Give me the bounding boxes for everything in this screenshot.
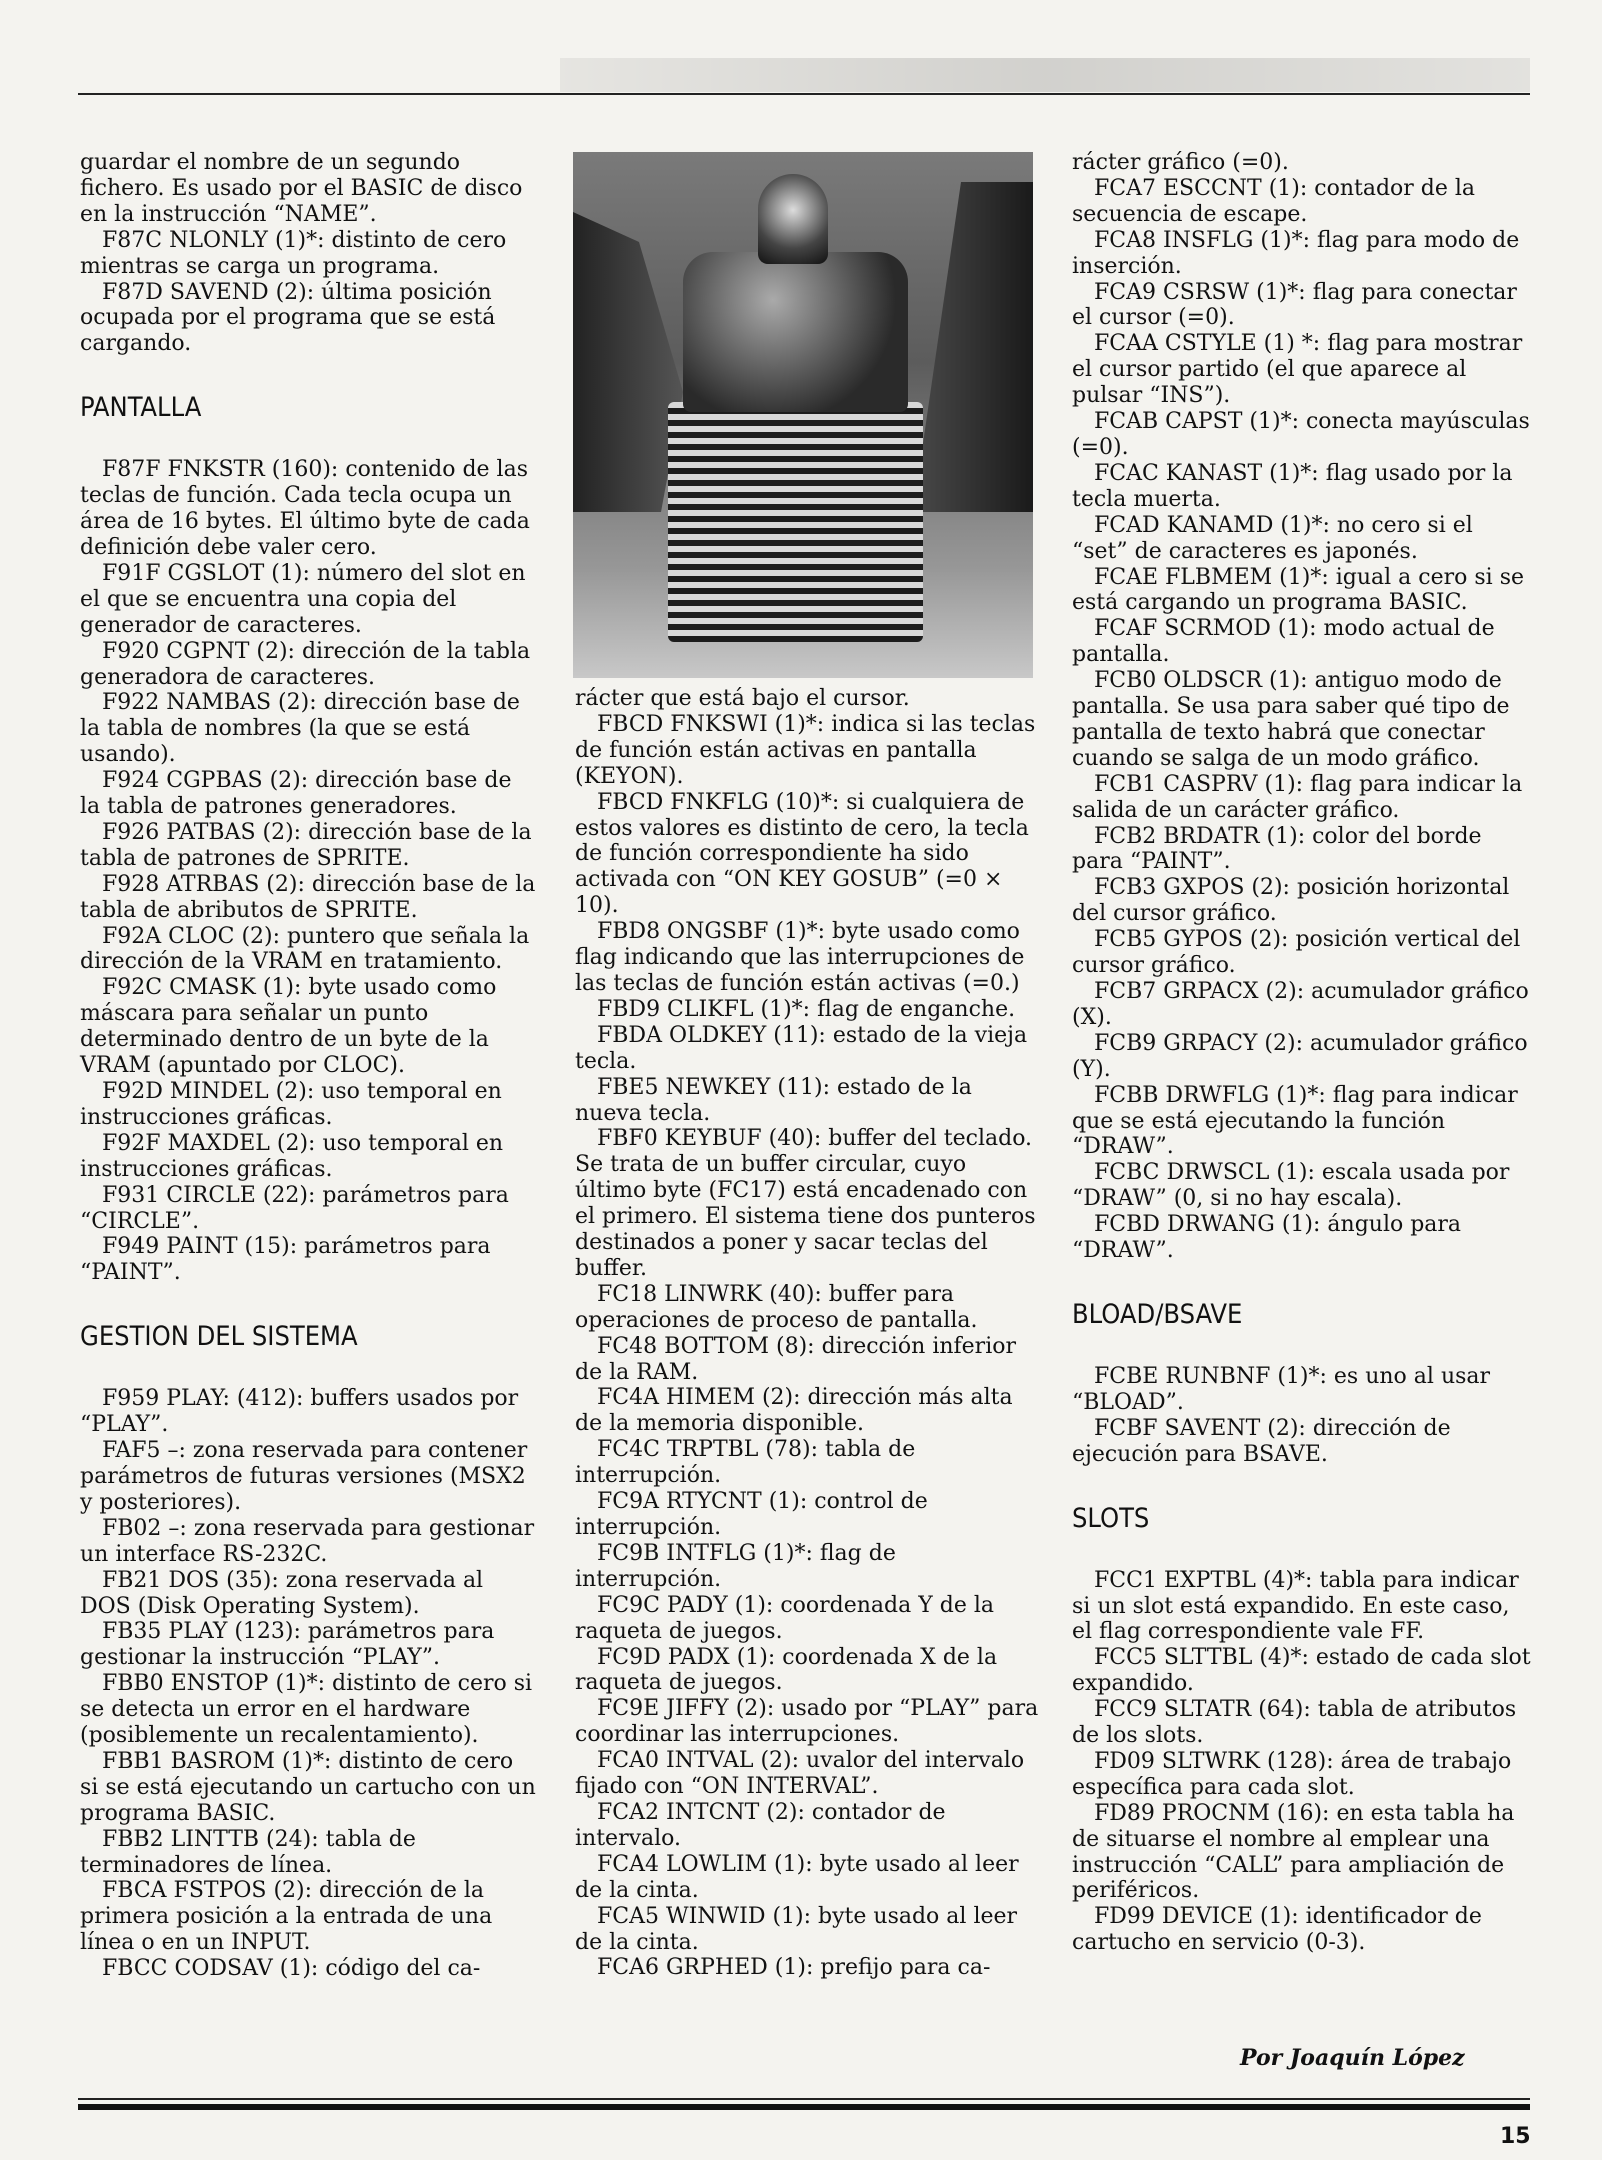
entry-paragraph: rácter que está bajo el cursor. <box>575 686 910 711</box>
entry-paragraph: FCA4 LOWLIM (1): byte usado al leer de la cinta. <box>575 1851 1019 1903</box>
entry-paragraph: FBB0 ENSTOP (1)*: distinto de cero si se detecta un error en el hardware (posiblemente un recalentamiento). <box>80 1671 533 1749</box>
entry-paragraph: F949 PAINT (15): parámetros para “PAINT”. <box>80 1234 491 1286</box>
section-heading: SLOTS <box>1072 1502 1150 1534</box>
robot-skirt <box>668 402 923 642</box>
entry-paragraph: F959 PLAY: (412): buffers usados por “PLAY”. <box>80 1386 519 1438</box>
entry-paragraph: FCA0 INTVAL (2): uvalor del intervalo fijado con “ON INTERVAL”. <box>575 1748 1025 1800</box>
entry-paragraph: FB02 –: zona reservada para gestionar un interface RS-232C. <box>80 1515 535 1567</box>
entry-paragraph: FCB0 OLDSCR (1): antiguo modo de pantalla. Se usa para saber qué tipo de pantalla de texto habrá que conectar cuando se salga de un modo gráfico. <box>1072 668 1510 771</box>
top-rule <box>78 93 1530 95</box>
entry-paragraph: FCAE FLBMEM (1)*: igual a cero si se está cargando un programa BASIC. <box>1072 564 1525 616</box>
entry-paragraph: F92A CLOC (2): puntero que señala la dirección de la VRAM en tratamiento. <box>80 923 530 975</box>
entry-paragraph: FCB5 GYPOS (2): posición vertical del cursor gráfico. <box>1072 927 1521 979</box>
entry-paragraph: F924 CGPBAS (2): dirección base de la tabla de patrones generadores. <box>80 768 512 820</box>
entry-paragraph: FBD8 ONGSBF (1)*: byte usado como flag indicando que las interrupciones de las teclas de función están activas (=0.) <box>575 919 1025 996</box>
entry-paragraph: FCB1 CASPRV (1): flag para indicar la salida de un carácter gráfico. <box>1072 771 1523 823</box>
entry-paragraph: rácter gráfico (=0). <box>1072 150 1289 175</box>
entry-paragraph: FBD9 CLIKFL (1)*: flag de enganche. <box>597 996 1016 1022</box>
entry-paragraph: F87D SAVEND (2): última posición ocupada por el programa que se está cargando. <box>80 279 496 357</box>
entry-paragraph: FCA9 CSRSW (1)*: flag para conectar el cursor (=0). <box>1072 279 1517 331</box>
entry-paragraph: FCAC KANAST (1)*: flag usado por la tecla muerta. <box>1072 460 1513 512</box>
entry-paragraph: FCBF SAVENT (2): dirección de ejecución para BSAVE. <box>1072 1415 1451 1467</box>
entry-paragraph: FCA8 INSFLG (1)*: flag para modo de inserción. <box>1072 227 1520 279</box>
entry-paragraph: FAF5 –: zona reservada para contener parámetros de futuras versiones (MSX2 y posteriores). <box>80 1438 528 1515</box>
entry-paragraph: FCBB DRWFLG (1)*: flag para indicar que se está ejecutando la función “DRAW”. <box>1072 1082 1518 1160</box>
entry-paragraph: FC9B INTFLG (1)*: flag de interrupción. <box>575 1540 896 1592</box>
entry-paragraph: FC18 LINWRK (40): buffer para operaciones de proceso de pantalla. <box>575 1281 978 1333</box>
section-heading: BLOAD/BSAVE <box>1072 1298 1243 1330</box>
entry-paragraph: FCB9 GRPACY (2): acumulador gráfico (Y). <box>1072 1030 1528 1082</box>
entry-paragraph: guardar el nombre de un segundo fichero. Es usado por el BASIC de disco en la instrucción “NAME”. <box>80 150 523 227</box>
entry-paragraph: FC9A RTYCNT (1): control de interrupción. <box>575 1489 928 1540</box>
entry-paragraph: FCA2 INTCNT (2): contador de intervalo. <box>575 1799 946 1851</box>
entry-paragraph: FB35 PLAY (123): parámetros para gestionar la instrucción “PLAY”. <box>80 1619 495 1671</box>
entry-paragraph: F92F MAXDEL (2): uso temporal en instrucciones gráficas. <box>80 1130 504 1182</box>
page-number: 15 <box>1500 2124 1531 2149</box>
robot-head <box>758 174 828 264</box>
entry-paragraph: FCC9 SLTATR (64): tabla de atributos de los slots. <box>1072 1697 1517 1749</box>
entry-paragraph: FBCD FNKFLG (10)*: si cualquiera de estos valores es distinto de cero, la tecla de función correspondiente ha sido activada con “ON KEY GOSUB” (=0 × 10). <box>575 789 1029 919</box>
entry-paragraph: F931 CIRCLE (22): parámetros para “CIRCLE”. <box>80 1182 509 1234</box>
entry-paragraph: FCA5 WINWID (1): byte usado al leer de la cinta. <box>575 1903 1018 1955</box>
entry-paragraph: FCC5 SLTTBL (4)*: estado de cada slot expandido. <box>1072 1645 1531 1697</box>
entry-paragraph: F920 CGPNT (2): dirección de la tabla generadora de caracteres. <box>80 638 531 690</box>
entry-paragraph: FCAD KANAMD (1)*: no cero si el “set” de caracteres es japonés. <box>1072 512 1473 564</box>
photo-rock-left <box>573 212 683 512</box>
entry-paragraph: FBCD FNKSWI (1)*: indica si las teclas de función están activas en pantalla (KEYON). <box>575 711 1036 789</box>
entry-paragraph: F928 ATRBAS (2): dirección base de la tabla de abributos de SPRITE. <box>80 871 536 923</box>
entry-paragraph: FD99 DEVICE (1): identificador de cartucho en servicio (0-3). <box>1072 1904 1482 1956</box>
entry-paragraph: FCAA CSTYLE (1) *: flag para mostrar el cursor partido (el que aparece al pulsar “INS”). <box>1072 331 1523 409</box>
entry-paragraph: FBE5 NEWKEY (11): estado de la nueva tecla. <box>575 1074 972 1126</box>
entry-paragraph: F87C NLONLY (1)*: distinto de cero mientras se carga un programa. <box>80 227 507 279</box>
column-3 <box>1072 150 1534 1956</box>
entry-paragraph: FC9C PADY (1): coordenada Y de la raqueta de juegos. <box>575 1592 994 1644</box>
entry-paragraph: F922 NAMBAS (2): dirección base de la tabla de nombres (la que se está usando). <box>80 690 520 768</box>
section-heading: GESTION DEL SISTEMA <box>80 1321 358 1353</box>
entry-paragraph: FC9E JIFFY (2): usado por “PLAY” para coordinar las interrupciones. <box>575 1696 1039 1748</box>
entry-paragraph: F92C CMASK (1): byte usado como máscara para señalar un punto determinado dentro de un byte de la VRAM (apuntado por CLOC). <box>80 975 497 1079</box>
header-bleed-through <box>560 58 1530 92</box>
entry-paragraph: FCBD DRWANG (1): ángulo para “DRAW”. <box>1072 1212 1462 1264</box>
entry-paragraph: FC4A HIMEM (2): dirección más alta de la memoria disponible. <box>575 1385 1013 1437</box>
entry-paragraph: FB21 DOS (35): zona reservada al DOS (Disk Operating System). <box>80 1567 484 1619</box>
entry-paragraph: FC4C TRPTBL (78): tabla de interrupción. <box>575 1437 916 1489</box>
entry-paragraph: FCBC DRWSCL (1): escala usada por “DRAW” (0, si no hay escala). <box>1072 1160 1510 1212</box>
column-1 <box>80 150 538 1982</box>
entry-paragraph: FCAB CAPST (1)*: conecta mayúsculas (=0). <box>1072 409 1530 460</box>
entry-paragraph: F91F CGSLOT (1): número del slot en el que se encuentra una copia del generador de caracteres. <box>80 560 526 638</box>
entry-paragraph: FC9D PADX (1): coordenada X de la raqueta de juegos. <box>575 1644 998 1696</box>
photo-rock-right <box>913 182 1033 512</box>
entry-paragraph: F926 PATBAS (2): dirección base de la tabla de patrones de SPRITE. <box>80 819 532 871</box>
entry-paragraph: FCB7 GRPACX (2): acumulador gráfico (X). <box>1072 979 1529 1030</box>
entry-paragraph: FCBE RUNBNF (1)*: es uno al usar “BLOAD”. <box>1072 1363 1491 1415</box>
entry-paragraph: FC48 BOTTOM (8): dirección inferior de la RAM. <box>575 1333 1016 1385</box>
entry-paragraph: FCA7 ESCCNT (1): contador de la secuencia de escape. <box>1072 175 1476 227</box>
entry-paragraph: FBDA OLDKEY (11): estado de la vieja tecla. <box>575 1022 1028 1074</box>
byline: Por Joaquín López <box>1240 2045 1465 2071</box>
entry-paragraph: FBB1 BASROM (1)*: distinto de cero si se está ejecutando un cartucho con un programa BASIC. <box>80 1748 536 1826</box>
bottom-rule-thin <box>78 2098 1530 2100</box>
entry-paragraph: FBCC CODSAV (1): código del ca- <box>102 1956 481 1982</box>
entry-paragraph: FCB3 GXPOS (2): posición horizontal del cursor gráfico. <box>1072 875 1510 927</box>
bottom-rule-thick <box>78 2104 1530 2110</box>
entry-paragraph: F87F FNKSTR (160): contenido de las teclas de función. Cada tecla ocupa un área de 16 bytes. El último byte de cada definición debe valer cero. <box>80 457 530 560</box>
entry-paragraph: F92D MINDEL (2): uso temporal en instrucciones gráficas. <box>80 1079 502 1130</box>
entry-paragraph: FCAF SCRMOD (1): modo actual de pantalla. <box>1072 616 1495 668</box>
entry-paragraph: FBB2 LINTTB (24): tabla de terminadores de línea. <box>80 1826 416 1878</box>
entry-paragraph: FCA6 GRPHED (1): prefijo para ca- <box>597 1955 991 1981</box>
entry-paragraph: FD89 PROCNM (16): en esta tabla ha de situarse el nombre al emplear una instrucción “CALL” para ampliación de periféricos. <box>1072 1800 1515 1904</box>
entry-paragraph: FBF0 KEYBUF (40): buffer del teclado. Se trata de un buffer circular, cuyo último byte (FC17) está encadenado con el primero. El sistema tiene dos punteros destinados a poner y sacar teclas del buffer. <box>575 1126 1036 1281</box>
entry-paragraph: FCC1 EXPTBL (4)*: tabla para indicar si un slot está expandido. En este caso, el flag correspondiente vale FF. <box>1072 1567 1519 1645</box>
entry-paragraph: FCB2 BRDATR (1): color del borde para “PAINT”. <box>1072 823 1482 875</box>
robot-photo <box>573 152 1033 678</box>
entry-paragraph: FD09 SLTWRK (128): área de trabajo específica para cada slot. <box>1072 1748 1512 1800</box>
section-heading: PANTALLA <box>80 392 202 424</box>
column-2 <box>575 686 1040 1981</box>
robot-body <box>683 252 908 412</box>
entry-paragraph: FBCA FSTPOS (2): dirección de la primera posición a la entrada de una línea o en un INPUT. <box>80 1878 493 1956</box>
